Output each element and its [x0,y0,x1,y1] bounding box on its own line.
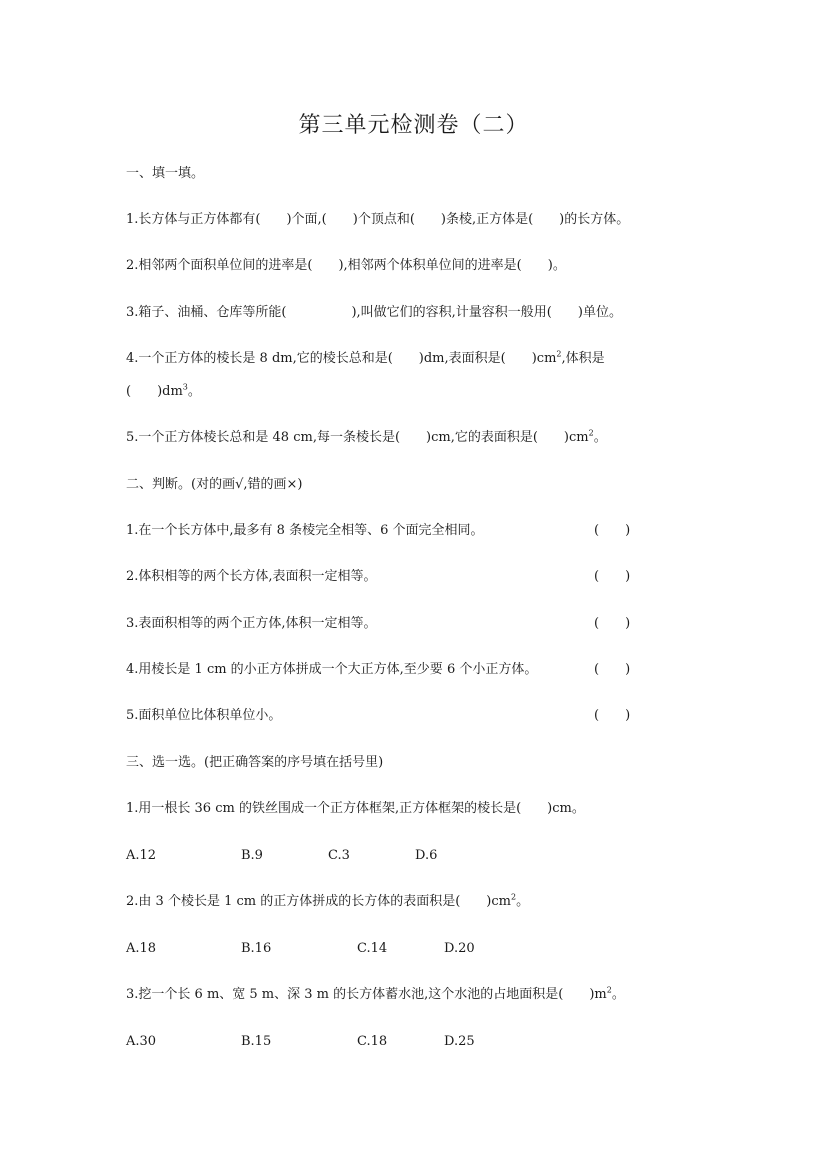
choice-3-option-b: B.15 [241,1034,272,1049]
judge-answer-3: ( ) [594,616,631,631]
section2-heading: 二、判断。(对的画√,错的画×) [126,477,303,492]
choice-question-3: 3.挖一个长 6 m、宽 5 m、深 3 m 的长方体蓄水池,这个水池的占地面积是( )$m^2$。 [126,985,625,1002]
page-title: 第三单元检测卷（二） [298,113,529,138]
section3-heading: 三、选一选。(把正确答案的序号填在括号里) [126,755,384,770]
choice-1-option-a: A.12 [126,848,157,863]
judge-question-3: 3.表面积相等的两个正方体,体积一定相等。 [126,616,377,631]
choice-question-1: 1.用一根长 36 cm 的铁丝围成一个正方体框架,正方体框架的棱长是( )cm。 [126,801,585,816]
fill-question-4-line2: ( )$dm^3$。 [126,382,201,399]
fill-question-1: 1.长方体与正方体都有( )个面,( )个顶点和( )条棱,正方体是( )的长方体。 [126,212,630,227]
choice-2-option-b: B.16 [241,941,272,956]
choice-3-option-a: A.30 [126,1034,157,1049]
choice-2-option-c: C.14 [357,941,388,956]
choice-1-option-d: D.6 [415,848,438,863]
section1-heading: 一、填一填。 [126,166,205,181]
judge-question-5: 5.面积单位比体积单位小。 [126,708,282,723]
judge-answer-4: ( ) [594,662,631,677]
fill-question-2: 2.相邻两个面积单位间的进率是( ),相邻两个体积单位间的进率是( )。 [126,258,566,273]
choice-question-2: 2.由 3 个棱长是 1 cm 的正方体拼成的长方体的表面积是( )$cm^2$。 [126,892,530,909]
judge-question-1: 1.在一个长方体中,最多有 8 条棱完全相等、6 个面完全相同。 [126,523,484,538]
judge-answer-2: ( ) [594,569,631,584]
choice-1-option-c: C.3 [328,848,350,863]
choice-1-option-b: B.9 [241,848,263,863]
choice-3-option-d: D.25 [444,1034,475,1049]
fill-question-3: 3.箱子、油桶、仓库等所能( ),叫做它们的容积,计量容积一般用( )单位。 [126,305,622,320]
judge-question-2: 2.体积相等的两个长方体,表面积一定相等。 [126,569,377,584]
judge-answer-1: ( ) [594,523,631,538]
fill-question-5: 5.一个正方体棱长总和是 48 cm,每一条棱长是( )cm,它的表面积是( )$cm^2$。 [126,428,607,445]
choice-3-option-c: C.18 [357,1034,388,1049]
choice-2-option-d: D.20 [444,941,475,956]
choice-2-option-a: A.18 [126,941,157,956]
judge-answer-5: ( ) [594,708,631,723]
judge-question-4: 4.用棱长是 1 cm 的小正方体拼成一个大正方体,至少要 6 个小正方体。 [126,662,538,677]
fill-question-4-line1: 4.一个正方体的棱长是 8 dm,它的棱长总和是( )dm,表面积是( )$cm^2$,体积是 [126,349,605,366]
